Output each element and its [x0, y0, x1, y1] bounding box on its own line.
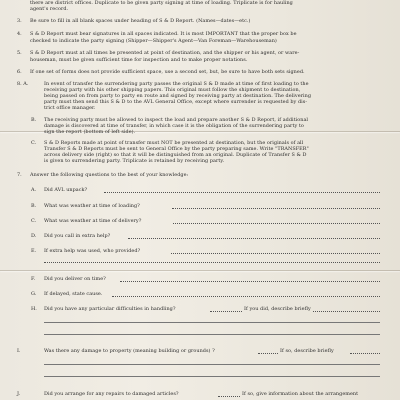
answer-line[interactable] — [44, 334, 380, 335]
item-8c-line: across delivery side (right) so that it will be distinguished from an original. Duplicate of Transfer S & D — [44, 152, 307, 158]
question-text: Did AVL unpack? — [44, 187, 88, 193]
item-8a-line: party must then send this S & D to the AVL General Office, except where surrender is requested by dis- — [44, 99, 308, 105]
question-letter: D. — [31, 233, 37, 239]
answer-line[interactable] — [313, 311, 380, 312]
question-letter: C. — [31, 218, 37, 224]
item-5-line: S & D Report must at all times be presented at point of destination, and the shipper or his agent, or ware- — [30, 50, 300, 56]
intro-line: agent's record. — [30, 6, 69, 12]
item-number: 7. — [17, 172, 22, 178]
question-text: If extra help was used, who provided? — [44, 248, 141, 254]
item-number: 8. A. — [17, 81, 29, 87]
answer-line[interactable] — [104, 192, 380, 193]
item-number: 3. — [17, 18, 22, 24]
question-text: What was weather at time of loading? — [44, 203, 140, 209]
question-text: If delayed, state cause. — [44, 291, 103, 297]
answer-line[interactable] — [172, 208, 380, 209]
question-followup: If so, give information about the arrangement — [242, 391, 359, 397]
item-7-text: Answer the following questions to the best of your knowledge: — [30, 172, 189, 178]
question-text: What was weather at time of delivery? — [44, 218, 142, 224]
item-number: 5. — [17, 50, 22, 56]
item-4-line: checked to indicate the party signing (Shipper—Shipper's Agent—Van Foreman—Warehouseman) — [30, 37, 277, 44]
answer-line[interactable] — [44, 364, 380, 365]
question-letter: B. — [31, 203, 37, 209]
answer-line[interactable] — [112, 296, 380, 297]
item-letter: B. — [31, 117, 37, 123]
question-letter: I. — [17, 348, 21, 354]
question-text: Did you have any particular difficulties in handling? — [44, 306, 176, 312]
intro-line: there are district offices. Duplicate to be given party signing at time of loading. Triplicate is for hauling — [30, 0, 293, 6]
item-5-line: houseman, must be given sufficient time for inspection and to make proper notations. — [30, 56, 248, 63]
question-text: Did you deliver on time? — [44, 276, 106, 282]
answer-line[interactable] — [120, 281, 380, 282]
item-number: 4. — [17, 31, 22, 37]
answer-line[interactable] — [128, 238, 380, 239]
answer-line[interactable] — [173, 223, 380, 224]
item-letter: C. — [31, 140, 37, 146]
answer-line[interactable] — [44, 322, 380, 323]
question-followup: If you did, describe briefly — [244, 306, 311, 312]
item-6-text: If one set of forms does not provide sufficient space, use a second set, but, be sure to have both sets signed. — [30, 69, 305, 75]
item-8c-line: S & D Reports made at point of transfer must NOT be presented at destination, but the originals of all — [44, 140, 304, 146]
question-letter: A. — [31, 187, 37, 193]
question-text: Was there any damage to property (meaning building or grounds) ? — [44, 348, 215, 354]
answer-line[interactable] — [218, 396, 240, 397]
item-3-text: Be sure to fill in all blank spaces under heading of S & D Report. (Names—dates—etc.) — [30, 18, 251, 24]
question-letter: H. — [31, 306, 37, 312]
item-8a-line: being passed on from party to party en route and signed by receiving party at destination. The delivering — [44, 93, 312, 99]
item-8c-line: Transfer S & D Reports must be sent to General Office by the party preparing same. Write "TRANSFER" — [44, 146, 309, 152]
fold-crease — [0, 270, 400, 271]
item-4-line: S & D Report must bear signatures in all spaces indicated. It is most IMPORTANT that the proper box be — [30, 31, 297, 37]
item-8b-line: damage is discovered at time of transfer, in which case it is the obligation of the surrendering party to — [44, 123, 304, 129]
item-number: 6. — [17, 69, 22, 75]
item-8a-line: In event of transfer the surrendering party passes the original S & D made at time of first loading to the — [44, 81, 309, 87]
question-text: Did you call in extra help? — [44, 233, 111, 239]
question-letter: E. — [31, 248, 37, 254]
answer-line[interactable] — [44, 376, 380, 377]
item-8b-line: The receiving party must be allowed to inspect the load and prepare another S & D Report, if additional — [44, 117, 309, 123]
item-8c-line: is given to surrendering party. Triplicate is retained by receiving party. — [44, 158, 225, 164]
question-letter: G. — [31, 291, 37, 297]
item-8b-line: sign the report (bottom of left side). — [44, 129, 136, 135]
question-letter: J. — [17, 391, 21, 397]
question-text: Did you arrange for any repairs to damaged articles? — [44, 391, 179, 397]
question-letter: F. — [31, 276, 36, 282]
answer-line[interactable] — [44, 262, 380, 263]
answer-line[interactable] — [210, 311, 242, 312]
answer-line[interactable] — [171, 253, 380, 254]
item-8a-line: receiving party with his other shipping papers. This original must follow the shipment to destination, — [44, 87, 301, 93]
item-8a-line: trict office manager. — [44, 105, 96, 111]
question-followup: If so, describe briefly — [280, 348, 334, 354]
answer-line[interactable] — [258, 353, 278, 354]
answer-line[interactable] — [350, 353, 380, 354]
